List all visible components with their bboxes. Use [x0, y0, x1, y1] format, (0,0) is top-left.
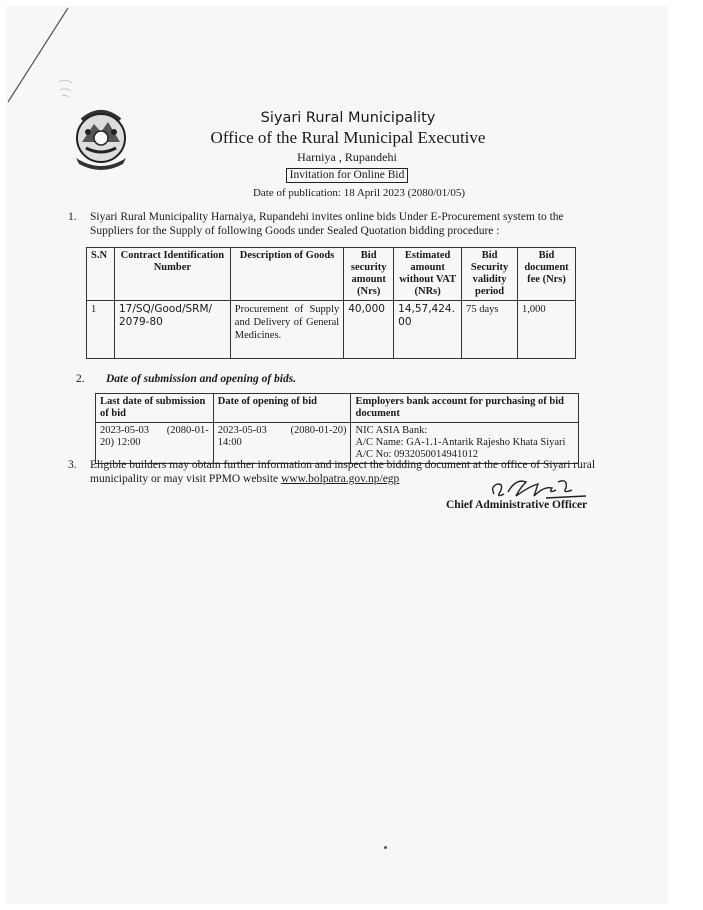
- cell-description: Procurement of Supply and Delivery of General Medicines.: [230, 301, 343, 359]
- signatory-title: Chief Administrative Officer: [446, 499, 588, 511]
- table-header-row: [96, 394, 579, 423]
- header-bid-security: Bid security amount (Nrs): [344, 248, 394, 301]
- cell-estimated-amount: 14,57,424. 00: [394, 301, 462, 359]
- signature-icon: [486, 472, 596, 502]
- table-header-row: [87, 248, 576, 301]
- scan-speck: [384, 846, 387, 849]
- ppmo-website-link[interactable]: www.bolpatra.gov.np/egp: [281, 473, 400, 485]
- publication-date: Date of publication: 18 April 2023 (2080/01/05): [252, 187, 466, 199]
- cell-validity: 75 days: [462, 301, 518, 359]
- paragraph-number: 1.: [68, 211, 77, 223]
- opening-date: 2023-05-03: [217, 425, 267, 436]
- goods-table: [86, 247, 576, 359]
- office-name: Office of the Rural Municipal Executive: [210, 128, 486, 147]
- section-title: Date of submission and opening of bids.: [106, 373, 297, 385]
- notice-title: Invitation for Online Bid: [286, 168, 409, 183]
- account-name: A/C Name: GA-1.1-Antarik Rajesho Khata Siyari: [355, 437, 566, 448]
- section-number: 2.: [76, 373, 85, 385]
- header-doc-fee: Bid document fee (Nrs): [518, 248, 576, 301]
- header-bank-account: Employers bank account for purchasing of bid document: [351, 394, 579, 423]
- cell-sn: 1: [87, 301, 115, 359]
- letterhead: [6, 110, 668, 183]
- header-sn: S.N: [87, 248, 115, 301]
- paragraph-number: 3.: [68, 459, 77, 471]
- header-opening: Date of opening of bid: [213, 394, 351, 423]
- paragraph-text: Siyari Rural Municipality Harnaiya, Rupandehi invites online bids Under E-Procurement system to the Suppliers for the Supply of following Goods under Sealed Quotation bidding procedure :: [90, 211, 564, 237]
- header-contract-id: Contract Identification Number: [114, 248, 230, 301]
- scan-smudge: [56, 78, 76, 100]
- submission-date-bs: (2080-01-: [166, 425, 209, 436]
- account-number: A/C No: 0932050014941012: [355, 449, 478, 460]
- opening-time: 14:00: [217, 437, 242, 448]
- document-page: [6, 6, 668, 904]
- opening-date-bs: (2080-01-20): [290, 425, 347, 436]
- paragraph-body: Eligible builders may obtain further information and inspect the bidding document at the office of Siyari rural municipality or may visit PPMO website: [90, 459, 596, 485]
- cell-contract-id: 17/SQ/Good/SRM/ 2079-80: [114, 301, 230, 359]
- header-description: Description of Goods: [230, 248, 343, 301]
- header-submission: Last date of submission of bid: [96, 394, 214, 423]
- municipality-name: Siyari Rural Municipality: [260, 110, 436, 126]
- paragraph-1: [68, 210, 608, 238]
- bank-name: NIC ASIA Bank:: [355, 425, 428, 436]
- submission-time: 20) 12:00: [100, 437, 141, 448]
- office-location: Harniya , Rupandehi: [297, 150, 397, 164]
- header-validity: Bid Security validity period: [462, 248, 518, 301]
- cell-bid-security: 40,000: [344, 301, 394, 359]
- dates-table: [95, 393, 579, 464]
- cell-doc-fee: 1,000: [518, 301, 576, 359]
- submission-date: 2023-05-03: [100, 425, 149, 436]
- table-row: [87, 301, 576, 359]
- section-2-heading: [76, 373, 296, 385]
- header-estimated-amount: Estimated amount without VAT (NRs): [394, 248, 462, 301]
